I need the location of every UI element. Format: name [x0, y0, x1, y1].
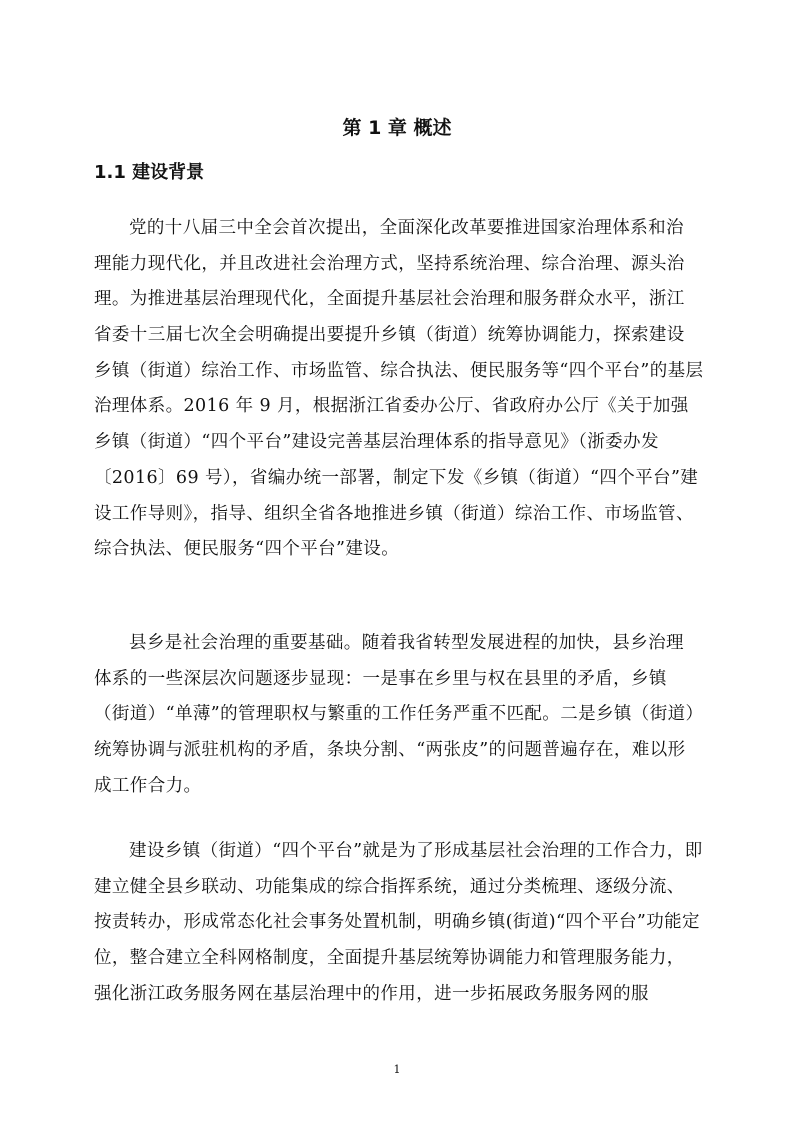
paragraph-line: 设工作导则》，指导、组织全省各地推进乡镇（街道）综治工作、市场监管、 — [94, 503, 694, 524]
paragraph — [94, 834, 754, 1012]
paragraph-line: 省委十三届七次全会明确提出要提升乡镇（街道）统筹协调能力，探索建设 — [94, 325, 685, 346]
paragraph-line: 乡镇（街道）综治工作、市场监管、综合执法、便民服务等“四个平台”的基层 — [94, 360, 704, 381]
paragraph — [94, 211, 754, 568]
page-number: 1 — [393, 1063, 401, 1076]
paragraph-line: 理。为推进基层治理现代化，全面提升基层社会治理和服务群众水平，浙江 — [94, 289, 685, 310]
paragraph-line: 按责转办，形成常态化社会事务处置机制，明确乡镇(街道)“四个平台”功能定 — [94, 912, 700, 933]
paragraph-line: （街道）“单薄”的管理职权与繁重的工作任务严重不匹配。二是乡镇（街道） — [94, 704, 704, 725]
paragraph-line: 乡镇（街道）“四个平台”建设完善基层治理体系的指导意见》（浙委办发 — [94, 432, 659, 453]
paragraph-line: 位，整合建立全科网格制度，全面提升基层统筹协调能力和管理服务能力， — [94, 948, 685, 969]
paragraph — [94, 626, 754, 804]
paragraph-line: 强化浙江政务服务网在基层治理中的作用，进一步拓展政务服务网的服 — [94, 983, 649, 1004]
paragraph-line: 建立健全县乡联动、功能集成的综合指挥系统，通过分类梳理、逐级分流、 — [94, 876, 685, 897]
paragraph-line: 〔2016〕69 号），省编办统一部署，制定下发《乡镇（街道）“四个平台”建 — [94, 467, 699, 488]
paragraph-line: 成工作合力。 — [94, 775, 202, 796]
section-title: 1.1 建设背景 — [94, 162, 205, 183]
paragraph-line: 统筹协调与派驻机构的矛盾，条块分割、“两张皮”的问题普遍存在，难以形 — [94, 740, 686, 761]
paragraph-line: 党的十八届三中全会首次提出，全面深化改革要推进国家治理体系和治 — [129, 218, 684, 238]
chapter-title: 第 1 章 概述 — [342, 117, 452, 139]
paragraph-line: 建设乡镇（街道）“四个平台”就是为了形成基层社会治理的工作合力，即 — [129, 841, 703, 861]
paragraph-line: 理能力现代化，并且改进社会治理方式，坚持系统治理、综合治理、源头治 — [94, 253, 685, 274]
paragraph-line: 综合执法、便民服务“四个平台”建设。 — [94, 539, 400, 560]
paragraph-line: 体系的一些深层次问题逐步显现：一是事在乡里与权在县里的矛盾，乡镇 — [94, 668, 667, 689]
paragraph-line: 治理体系。2016 年 9 月，根据浙江省委办公厅、省政府办公厅《关于加强 — [94, 396, 689, 417]
paragraph-line: 县乡是社会治理的重要基础。随着我省转型发展进程的加快，县乡治理 — [129, 633, 684, 653]
